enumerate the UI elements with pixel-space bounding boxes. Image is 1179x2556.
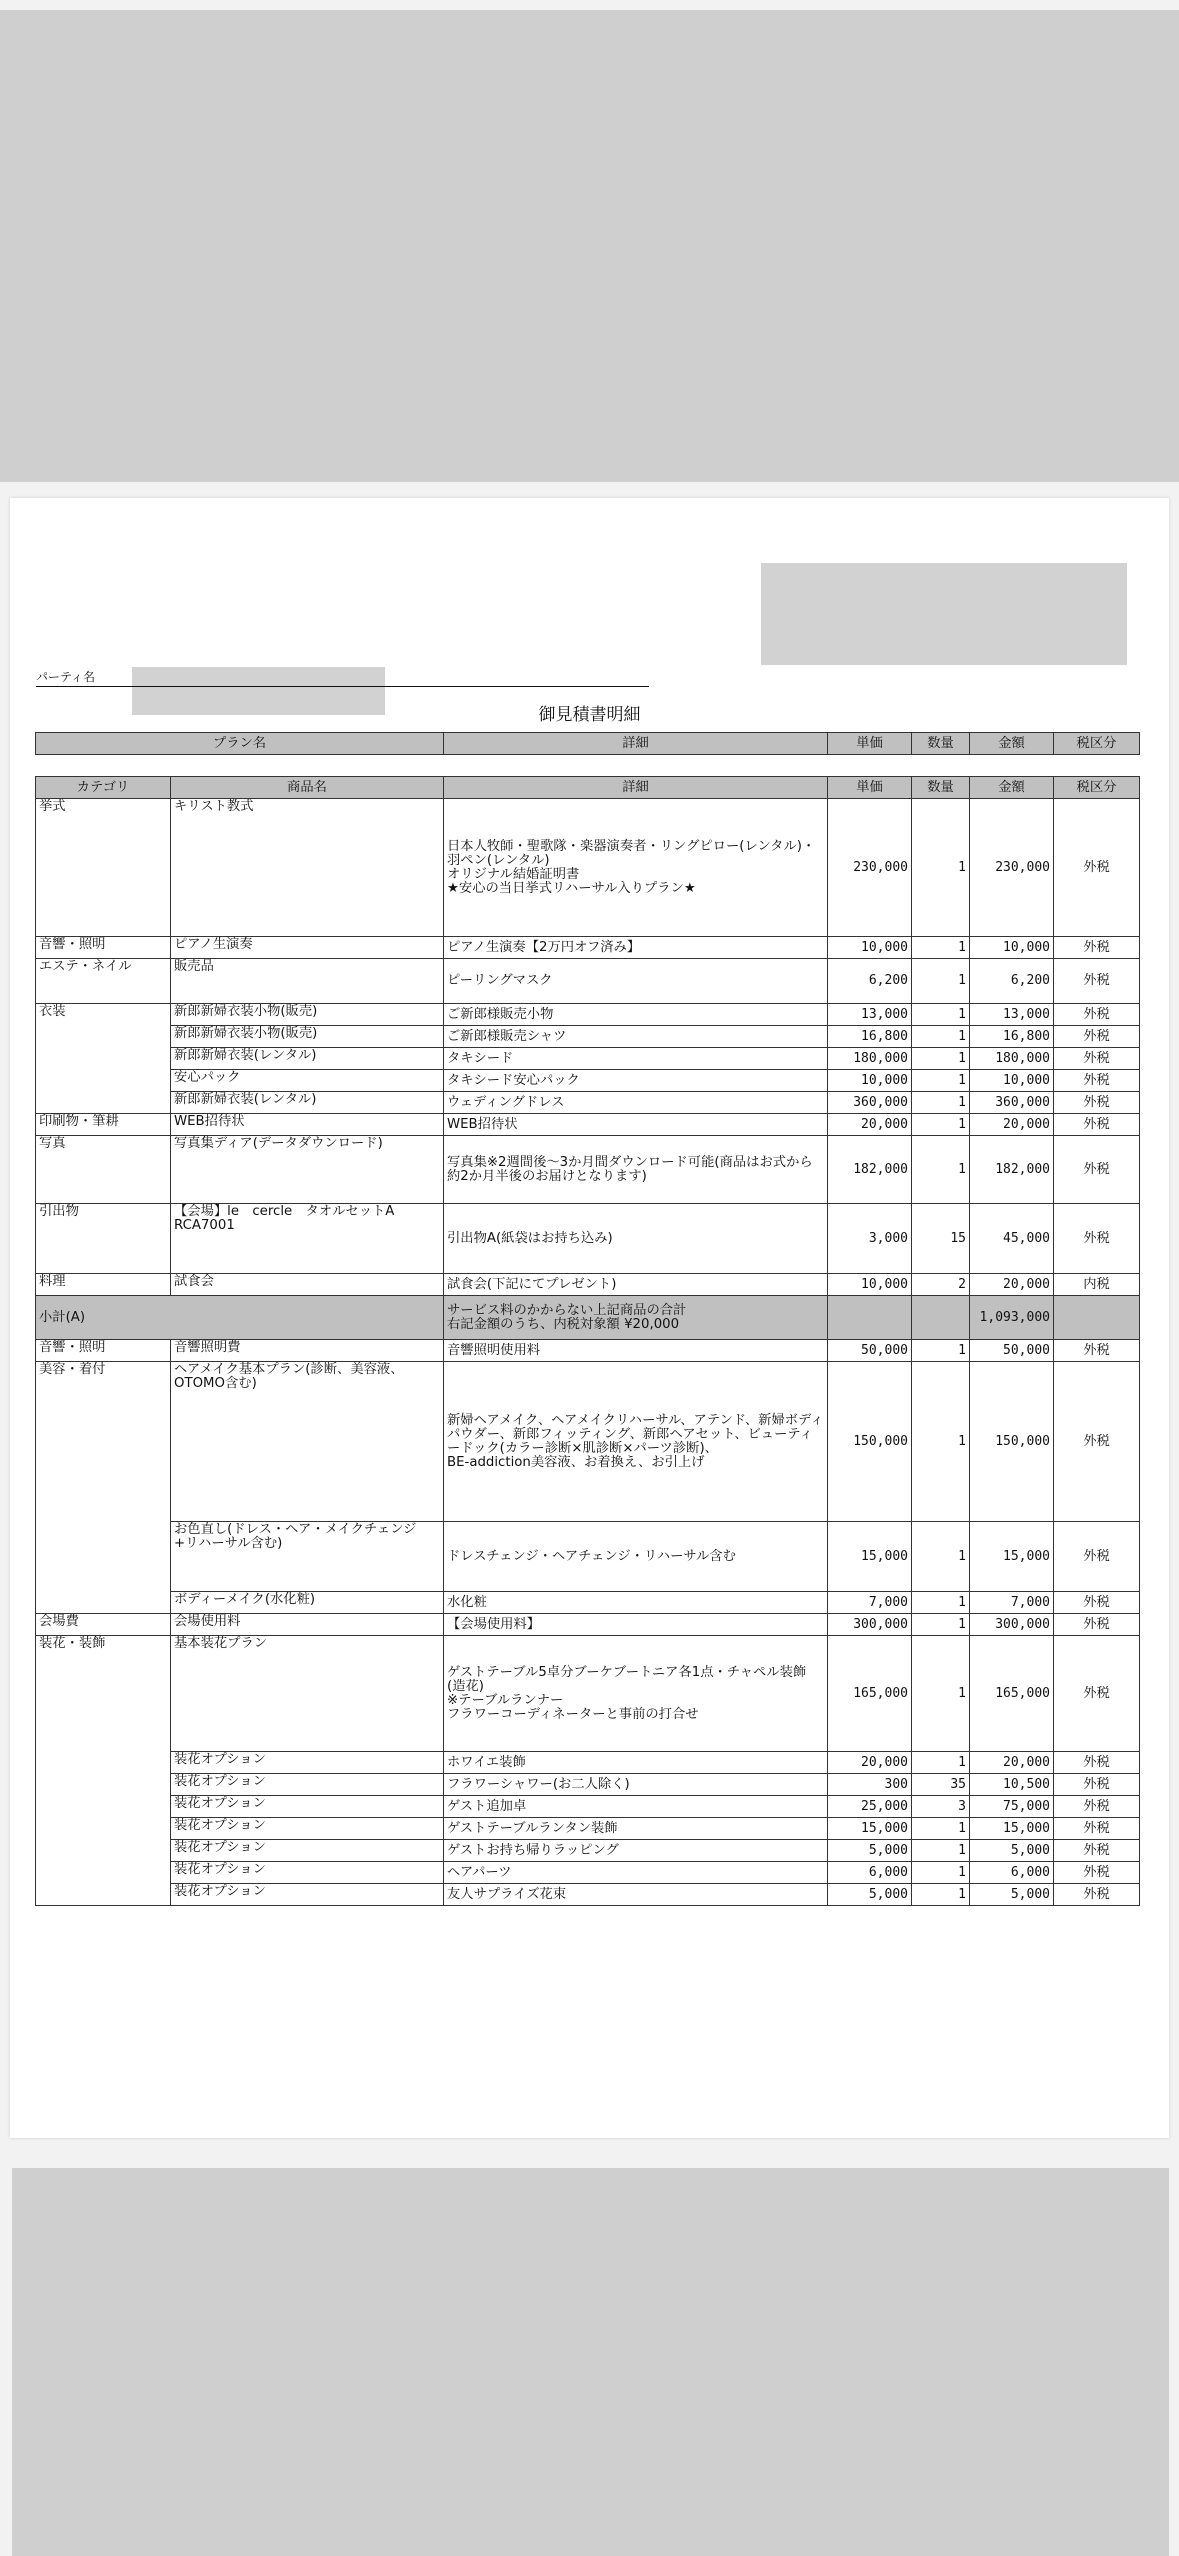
tax-type-cell: 外税 [1054, 1862, 1140, 1884]
tax-type-cell: 外税 [1054, 1114, 1140, 1136]
tax-type-cell: 外税 [1054, 1004, 1140, 1026]
amount-cell: 20,000 [970, 1274, 1054, 1296]
item-name-cell: 写真集ディア(データダウンロード) [171, 1136, 444, 1204]
unit-price-cell: 6,200 [828, 959, 912, 1004]
unit-price-cell: 50,000 [828, 1340, 912, 1362]
item-name-cell: 装花オプション [171, 1818, 444, 1840]
unit-price-cell: 5,000 [828, 1840, 912, 1862]
tax-type-cell: 外税 [1054, 1774, 1140, 1796]
quantity-cell: 1 [912, 799, 970, 937]
column-header: 単価 [828, 733, 912, 755]
table-row [36, 1048, 1140, 1070]
category-cell: 会場費 [36, 1614, 171, 1636]
table-header-row [36, 777, 1140, 799]
column-header: 税区分 [1054, 733, 1140, 755]
item-name-cell: 販売品 [171, 959, 444, 1004]
party-name-underline [36, 686, 649, 687]
table-row [36, 1592, 1140, 1614]
detail-cell: ホワイエ装飾 [444, 1752, 828, 1774]
tax-type-cell: 外税 [1054, 1884, 1140, 1906]
quantity-cell: 1 [912, 1004, 970, 1026]
subtotal-amount: 1,093,000 [970, 1296, 1054, 1340]
item-name-cell: 装花オプション [171, 1796, 444, 1818]
estimate-page [10, 498, 1169, 2138]
category-cell: 美容・着付 [36, 1362, 171, 1614]
quantity-cell: 1 [912, 1614, 970, 1636]
quantity-cell: 1 [912, 1592, 970, 1614]
amount-cell: 360,000 [970, 1092, 1054, 1114]
table-row [36, 1092, 1140, 1114]
unit-price-cell: 5,000 [828, 1884, 912, 1906]
item-name-cell: ボディーメイク(水化粧) [171, 1592, 444, 1614]
table-row [36, 799, 1140, 937]
unit-price-cell: 10,000 [828, 937, 912, 959]
table-row [36, 1774, 1140, 1796]
detail-cell: ご新郎様販売小物 [444, 1004, 828, 1026]
item-name-cell: 装花オプション [171, 1884, 444, 1906]
detail-cell: ゲストテーブルランタン装飾 [444, 1818, 828, 1840]
tax-type-cell: 外税 [1054, 1614, 1140, 1636]
quantity-cell: 1 [912, 1070, 970, 1092]
column-header: 詳細 [444, 777, 828, 799]
table-row [36, 1204, 1140, 1274]
item-name-cell: 装花オプション [171, 1774, 444, 1796]
category-cell: 料理 [36, 1274, 171, 1296]
item-name-cell: お色直し(ドレス・ヘア・メイクチェンジ+リハーサル含む) [171, 1522, 444, 1592]
item-name-cell: 音響照明費 [171, 1340, 444, 1362]
column-header: カテゴリ [36, 777, 171, 799]
amount-cell: 50,000 [970, 1340, 1054, 1362]
detail-cell: ゲストテーブル5卓分ブーケブートニア各1点・チャペル装飾(造花) ※テーブルランナー フラワーコーディネーターと事前の打合せ [444, 1636, 828, 1752]
item-name-cell: 安心パック [171, 1070, 444, 1092]
column-header: 数量 [912, 777, 970, 799]
tax-type-cell: 外税 [1054, 1048, 1140, 1070]
column-header: 詳細 [444, 733, 828, 755]
detail-cell: ゲストお持ち帰りラッピング [444, 1840, 828, 1862]
tax-type-cell: 外税 [1054, 1522, 1140, 1592]
tax-type-cell: 外税 [1054, 1362, 1140, 1522]
detail-cell: 写真集※2週間後〜3か月間ダウンロード可能(商品はお式から約2か月半後のお届けとなります) [444, 1136, 828, 1204]
amount-cell: 230,000 [970, 799, 1054, 937]
quantity-cell: 1 [912, 959, 970, 1004]
amount-cell: 6,000 [970, 1862, 1054, 1884]
table-row [36, 1840, 1140, 1862]
column-header: 商品名 [171, 777, 444, 799]
table-row [36, 1004, 1140, 1026]
tax-type-cell: 外税 [1054, 937, 1140, 959]
tax-type-cell: 外税 [1054, 1026, 1140, 1048]
detail-cell: 新婦ヘアメイク、ヘアメイクリハーサル、アテンド、新婦ボディパウダー、新郎フィッティング、新郎ヘアセット、ビューティードック(カラー診断×肌診断×パーツ診断)、 BE-addiction美容液、お着換え、お引上げ [444, 1362, 828, 1522]
detail-cell: ピーリングマスク [444, 959, 828, 1004]
unit-price-cell: 20,000 [828, 1752, 912, 1774]
amount-cell: 182,000 [970, 1136, 1054, 1204]
document-title: 御見積書明細 [538, 705, 641, 725]
category-cell: 引出物 [36, 1204, 171, 1274]
detail-cell: ヘアパーツ [444, 1862, 828, 1884]
table-row [36, 1752, 1140, 1774]
quantity-cell: 1 [912, 1026, 970, 1048]
unit-price-cell: 15,000 [828, 1522, 912, 1592]
amount-cell: 10,000 [970, 937, 1054, 959]
unit-price-cell: 3,000 [828, 1204, 912, 1274]
item-name-cell: 新郎新婦衣装(レンタル) [171, 1092, 444, 1114]
item-name-cell: 装花オプション [171, 1862, 444, 1884]
detail-cell: フラワーシャワー(お二人除く) [444, 1774, 828, 1796]
redacted-area-bottom [12, 2168, 1169, 2556]
subtotal-label: 小計(A) [36, 1296, 444, 1340]
quantity-cell: 1 [912, 1818, 970, 1840]
category-cell: 挙式 [36, 799, 171, 937]
unit-price-cell: 25,000 [828, 1796, 912, 1818]
quantity-cell: 1 [912, 937, 970, 959]
unit-price-cell: 13,000 [828, 1004, 912, 1026]
tax-type-cell: 外税 [1054, 1796, 1140, 1818]
detail-cell: ご新郎様販売シャツ [444, 1026, 828, 1048]
quantity-cell: 1 [912, 1362, 970, 1522]
redacted-area-top [0, 10, 1179, 482]
detail-cell: WEB招待状 [444, 1114, 828, 1136]
table-row [36, 937, 1140, 959]
amount-cell: 7,000 [970, 1592, 1054, 1614]
amount-cell: 16,800 [970, 1026, 1054, 1048]
detail-cell: 音響照明使用料 [444, 1340, 828, 1362]
tax-type-cell: 内税 [1054, 1274, 1140, 1296]
tax-type-cell: 外税 [1054, 1070, 1140, 1092]
unit-price-cell: 6,000 [828, 1862, 912, 1884]
detail-cell: ピアノ生演奏【2万円オフ済み】 [444, 937, 828, 959]
item-name-cell: 会場使用料 [171, 1614, 444, 1636]
item-name-cell: 試食会 [171, 1274, 444, 1296]
unit-price-cell: 300,000 [828, 1614, 912, 1636]
category-cell: 装花・装飾 [36, 1636, 171, 1906]
column-header: 金額 [970, 733, 1054, 755]
quantity-cell: 1 [912, 1884, 970, 1906]
subtotal-row [36, 1296, 1140, 1340]
amount-cell: 150,000 [970, 1362, 1054, 1522]
unit-price-cell: 165,000 [828, 1636, 912, 1752]
column-header: 単価 [828, 777, 912, 799]
detail-cell: タキシード [444, 1048, 828, 1070]
estimate-table [35, 776, 1140, 1906]
plan-header-table [35, 732, 1140, 755]
estimate-rows [36, 799, 1140, 1906]
amount-cell: 15,000 [970, 1818, 1054, 1840]
amount-cell: 10,500 [970, 1774, 1054, 1796]
tax-type-cell: 外税 [1054, 1092, 1140, 1114]
unit-price-cell: 10,000 [828, 1070, 912, 1092]
quantity-cell: 2 [912, 1274, 970, 1296]
detail-cell: ウェディングドレス [444, 1092, 828, 1114]
table-row [36, 1340, 1140, 1362]
quantity-cell: 1 [912, 1114, 970, 1136]
item-name-cell: ピアノ生演奏 [171, 937, 444, 959]
detail-cell: ゲスト追加卓 [444, 1796, 828, 1818]
amount-cell: 180,000 [970, 1048, 1054, 1070]
quantity-cell: 1 [912, 1840, 970, 1862]
subtotal-detail: サービス料のかからない上記商品の合計 右記金額のうち、内税対象額 ¥20,000 [444, 1296, 828, 1340]
tax-type-cell: 外税 [1054, 1840, 1140, 1862]
item-name-cell: WEB招待状 [171, 1114, 444, 1136]
table-row [36, 959, 1140, 1004]
quantity-cell: 1 [912, 1862, 970, 1884]
amount-cell: 5,000 [970, 1884, 1054, 1906]
unit-price-cell: 20,000 [828, 1114, 912, 1136]
unit-price-cell: 360,000 [828, 1092, 912, 1114]
amount-cell: 45,000 [970, 1204, 1054, 1274]
column-header: プラン名 [36, 733, 444, 755]
quantity-cell: 3 [912, 1796, 970, 1818]
quantity-cell: 1 [912, 1092, 970, 1114]
detail-cell: 日本人牧師・聖歌隊・楽器演奏者・リングピロー(レンタル)・羽ペン(レンタル) オリジナル結婚証明書 ★安心の当日挙式リハーサル入りプラン★ [444, 799, 828, 937]
category-cell: 音響・照明 [36, 937, 171, 959]
unit-price-cell: 15,000 [828, 1818, 912, 1840]
column-header: 金額 [970, 777, 1054, 799]
tax-type-cell: 外税 [1054, 1636, 1140, 1752]
amount-cell: 5,000 [970, 1840, 1054, 1862]
detail-cell: 友人サプライズ花束 [444, 1884, 828, 1906]
table-row [36, 1114, 1140, 1136]
quantity-cell: 35 [912, 1774, 970, 1796]
empty-cell [912, 1296, 970, 1340]
detail-cell: ドレスチェンジ・ヘアチェンジ・リハーサル含む [444, 1522, 828, 1592]
table-row [36, 1274, 1140, 1296]
table-row [36, 1070, 1140, 1092]
item-name-cell: 基本装花プラン [171, 1636, 444, 1752]
item-name-cell: 新郎新婦衣装小物(販売) [171, 1026, 444, 1048]
party-name-label: パーティ名 [36, 670, 96, 684]
redacted-address-block [761, 563, 1127, 665]
quantity-cell: 1 [912, 1636, 970, 1752]
item-name-cell: 【会場】le cercle タオルセットA RCA7001 [171, 1204, 444, 1274]
tax-type-cell: 外税 [1054, 1752, 1140, 1774]
item-name-cell: 新郎新婦衣装(レンタル) [171, 1048, 444, 1070]
category-cell: エステ・ネイル [36, 959, 171, 1004]
category-cell: 衣装 [36, 1004, 171, 1114]
amount-cell: 20,000 [970, 1114, 1054, 1136]
table-row [36, 1884, 1140, 1906]
unit-price-cell: 150,000 [828, 1362, 912, 1522]
column-header: 税区分 [1054, 777, 1140, 799]
detail-cell: 引出物A(紙袋はお持ち込み) [444, 1204, 828, 1274]
tax-type-cell: 外税 [1054, 1204, 1140, 1274]
amount-cell: 20,000 [970, 1752, 1054, 1774]
table-row [36, 1026, 1140, 1048]
tax-type-cell: 外税 [1054, 1818, 1140, 1840]
table-row [36, 1362, 1140, 1522]
table-row [36, 1862, 1140, 1884]
unit-price-cell: 300 [828, 1774, 912, 1796]
unit-price-cell: 16,800 [828, 1026, 912, 1048]
quantity-cell: 1 [912, 1048, 970, 1070]
tax-type-cell: 外税 [1054, 1340, 1140, 1362]
tax-type-cell: 外税 [1054, 1136, 1140, 1204]
item-name-cell: 装花オプション [171, 1752, 444, 1774]
unit-price-cell: 230,000 [828, 799, 912, 937]
empty-cell [1054, 1296, 1140, 1340]
quantity-cell: 1 [912, 1136, 970, 1204]
amount-cell: 75,000 [970, 1796, 1054, 1818]
amount-cell: 15,000 [970, 1522, 1054, 1592]
category-cell: 印刷物・筆耕 [36, 1114, 171, 1136]
quantity-cell: 1 [912, 1752, 970, 1774]
table-row [36, 1636, 1140, 1752]
detail-cell: 試食会(下記にてプレゼント) [444, 1274, 828, 1296]
item-name-cell: 装花オプション [171, 1840, 444, 1862]
plan-header-row [36, 733, 1140, 755]
table-row [36, 1818, 1140, 1840]
tax-type-cell: 外税 [1054, 799, 1140, 937]
item-name-cell: ヘアメイク基本プラン(診断、美容液、OTOMO含む) [171, 1362, 444, 1522]
detail-cell: 【会場使用料】 [444, 1614, 828, 1636]
amount-cell: 10,000 [970, 1070, 1054, 1092]
item-name-cell: 新郎新婦衣装小物(販売) [171, 1004, 444, 1026]
item-name-cell: キリスト教式 [171, 799, 444, 937]
detail-cell: 水化粧 [444, 1592, 828, 1614]
table-row [36, 1136, 1140, 1204]
table-row [36, 1614, 1140, 1636]
empty-cell [828, 1296, 912, 1340]
quantity-cell: 1 [912, 1340, 970, 1362]
table-row [36, 1522, 1140, 1592]
tax-type-cell: 外税 [1054, 959, 1140, 1004]
column-header: 数量 [912, 733, 970, 755]
unit-price-cell: 182,000 [828, 1136, 912, 1204]
category-cell: 音響・照明 [36, 1340, 171, 1362]
quantity-cell: 1 [912, 1522, 970, 1592]
table-row [36, 1796, 1140, 1818]
quantity-cell: 15 [912, 1204, 970, 1274]
unit-price-cell: 10,000 [828, 1274, 912, 1296]
amount-cell: 300,000 [970, 1614, 1054, 1636]
amount-cell: 6,200 [970, 959, 1054, 1004]
detail-cell: タキシード安心パック [444, 1070, 828, 1092]
unit-price-cell: 180,000 [828, 1048, 912, 1070]
amount-cell: 13,000 [970, 1004, 1054, 1026]
amount-cell: 165,000 [970, 1636, 1054, 1752]
tax-type-cell: 外税 [1054, 1592, 1140, 1614]
category-cell: 写真 [36, 1136, 171, 1204]
unit-price-cell: 7,000 [828, 1592, 912, 1614]
